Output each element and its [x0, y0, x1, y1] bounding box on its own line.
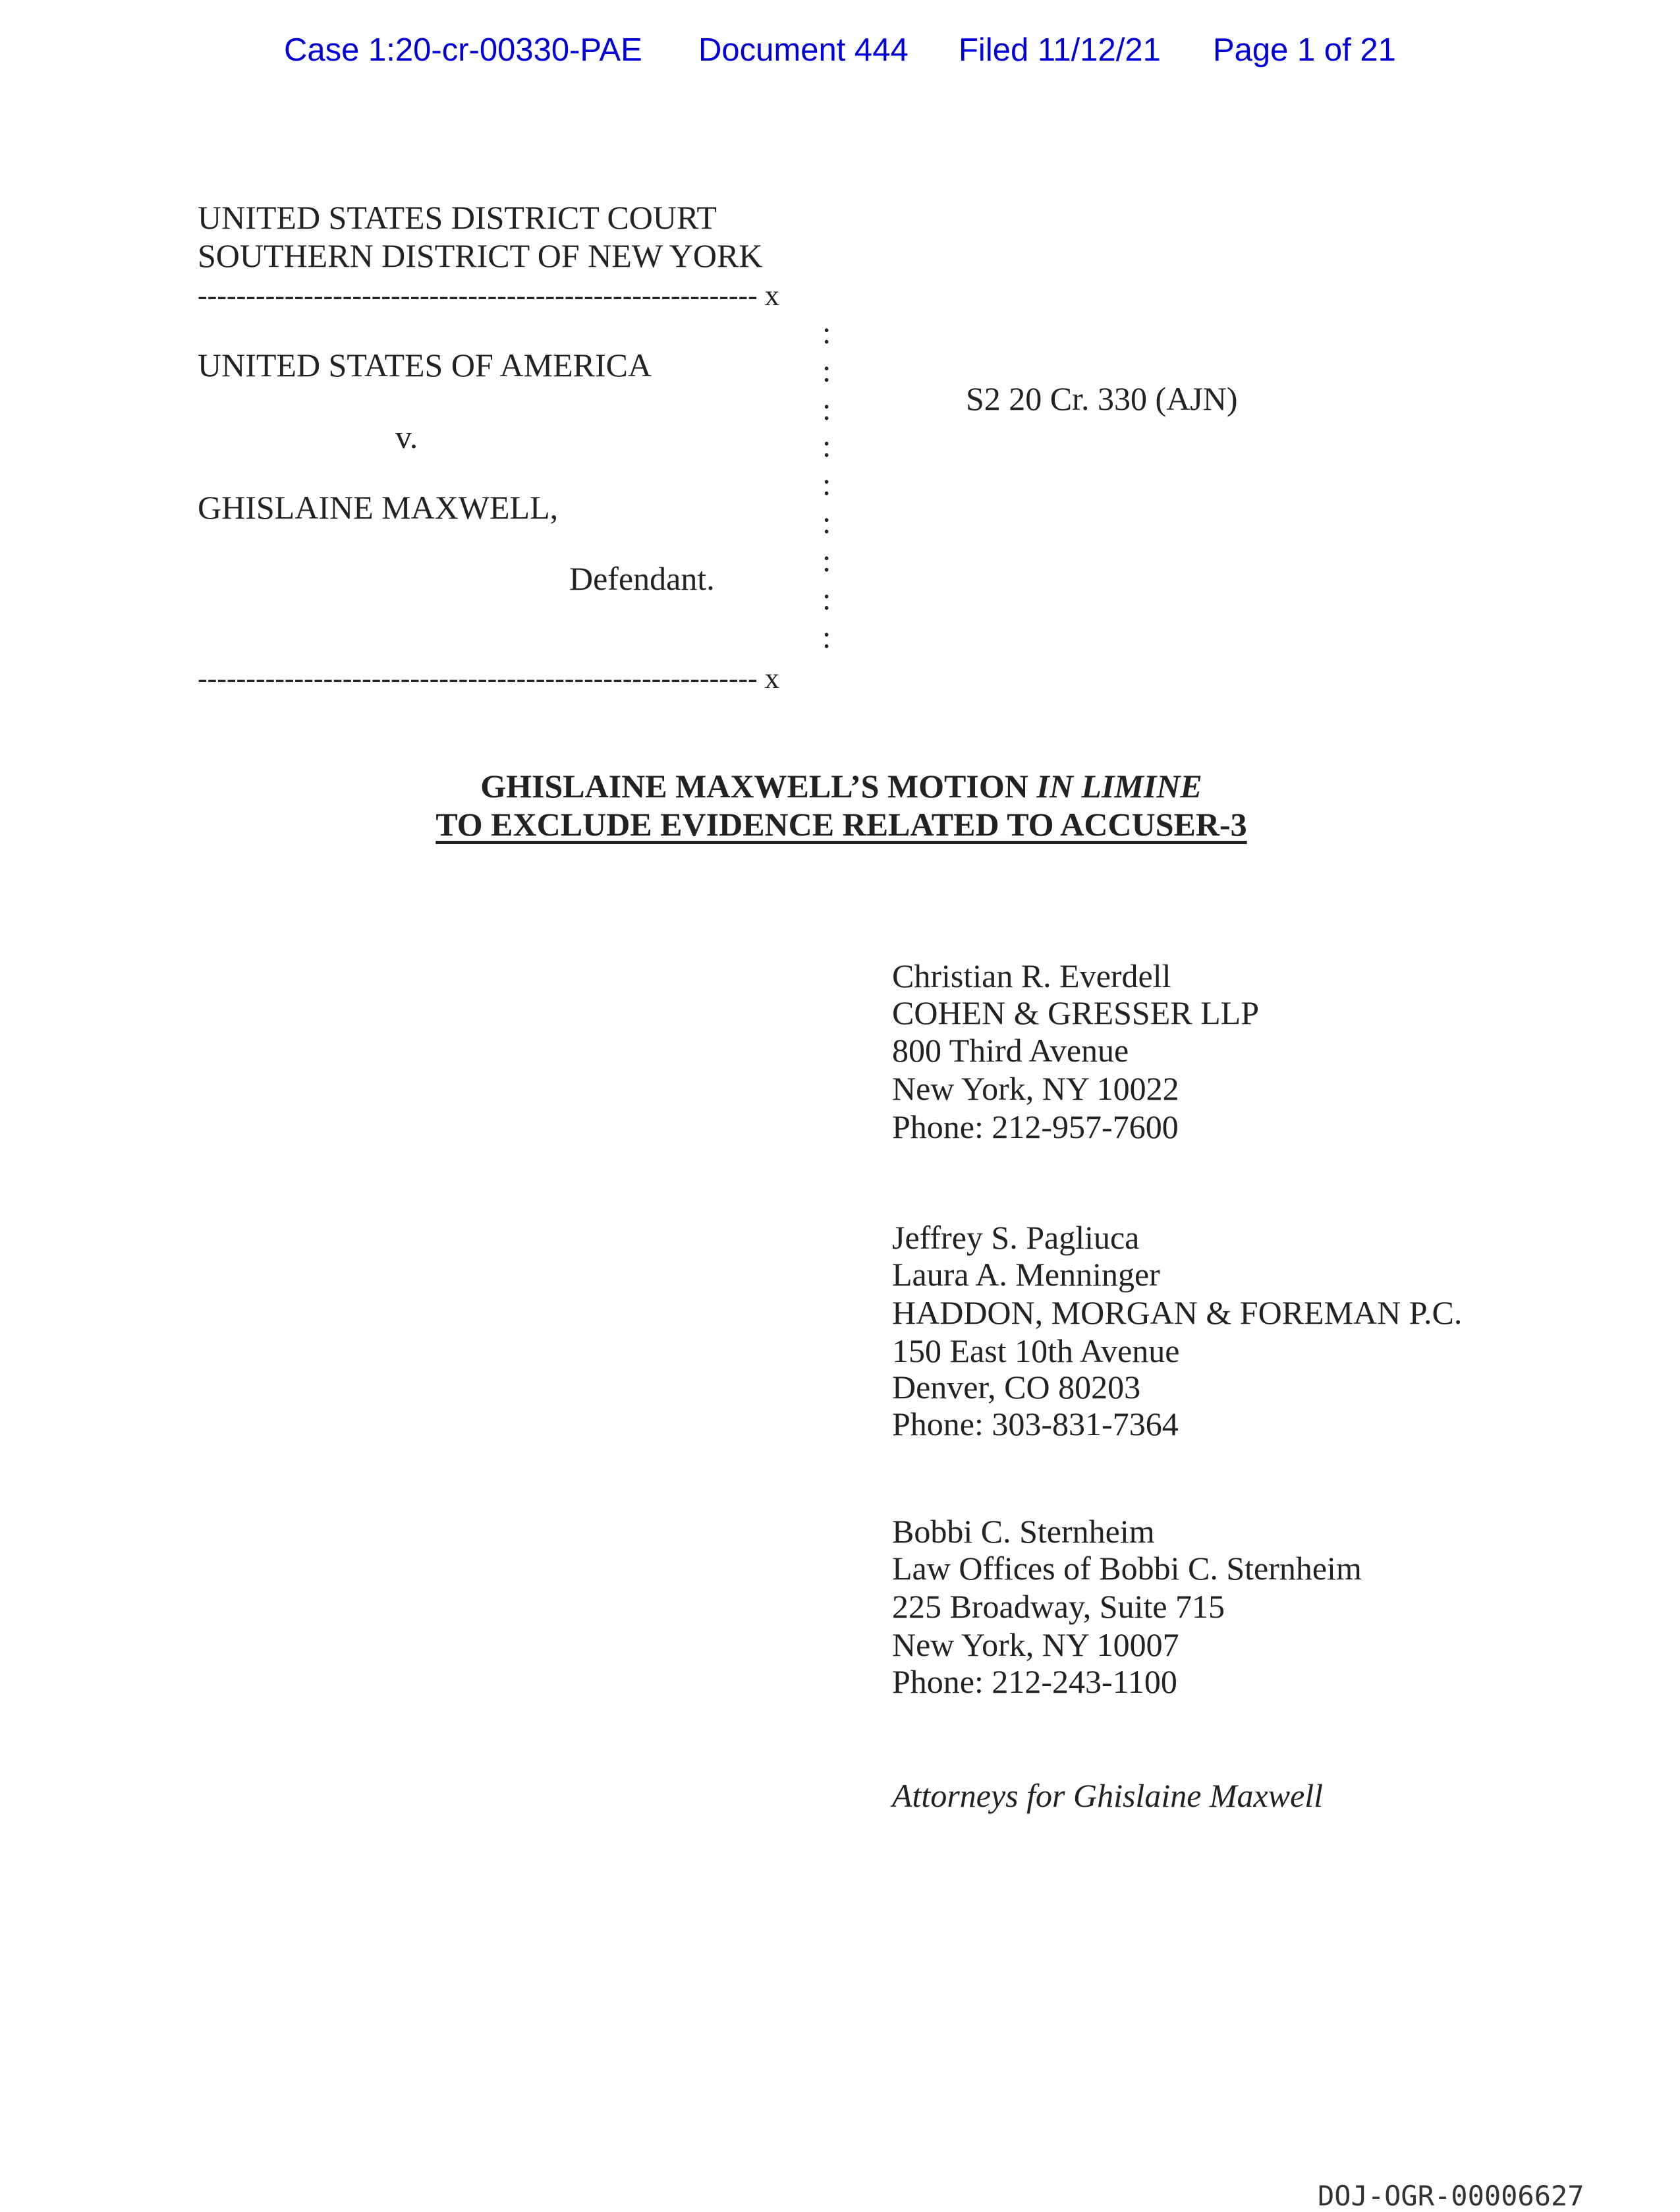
caption-colon: : — [822, 467, 831, 502]
attorney-line: HADDON, MORGAN & FOREMAN P.C. — [892, 1294, 1463, 1331]
motion-title-text: GHISLAINE MAXWELL’S MOTION — [480, 768, 1037, 805]
caption-colon: : — [822, 582, 831, 617]
attorney-line: Phone: 303-831-7364 — [892, 1405, 1179, 1442]
caption-colon: : — [822, 620, 831, 655]
caption-divider-top: ---------------------------------------------------------- x — [198, 279, 779, 312]
versus-label: v. — [395, 418, 418, 455]
caption-divider-bottom: ---------------------------------------------------------- x — [198, 662, 779, 695]
caption-colon: : — [822, 429, 831, 464]
attorney-line: Christian R. Everdell — [892, 957, 1171, 994]
plaintiff-name: UNITED STATES OF AMERICA — [198, 347, 652, 383]
caption-colon: : — [822, 505, 831, 540]
attorney-line: Phone: 212-243-1100 — [892, 1663, 1177, 1700]
header-page-count: Page 1 of 21 — [1213, 32, 1396, 68]
motion-title-line1 — [0, 767, 1680, 805]
motion-title-underlined: TO EXCLUDE EVIDENCE RELATED TO ACCUSER-3 — [435, 806, 1247, 843]
caption-colon: : — [822, 544, 831, 579]
header-case-number: Case 1:20-cr-00330-PAE — [284, 32, 642, 68]
court-name-line1: UNITED STATES DISTRICT COURT — [198, 199, 717, 236]
caption-colon: : — [822, 392, 831, 427]
attorney-line: New York, NY 10007 — [892, 1626, 1179, 1663]
attorney-line: Phone: 212-957-7600 — [892, 1108, 1179, 1145]
header-filed-date: Filed 11/12/21 — [959, 32, 1161, 68]
motion-title-line2 — [0, 805, 1680, 843]
defendant-name: GHISLAINE MAXWELL, — [198, 489, 559, 526]
motion-title-italic: IN LIMINE — [1036, 768, 1202, 805]
attorney-line: COHEN & GRESSER LLP — [892, 994, 1260, 1031]
attorney-line: Jeffrey S. Pagliuca — [892, 1219, 1140, 1256]
attorney-line: 150 East 10th Avenue — [892, 1332, 1180, 1369]
attorney-line: Bobbi C. Sternheim — [892, 1513, 1155, 1550]
caption-colon: : — [822, 354, 831, 389]
attorney-line: 800 Third Avenue — [892, 1032, 1129, 1069]
attorney-line: 225 Broadway, Suite 715 — [892, 1588, 1225, 1625]
court-name-line2: SOUTHERN DISTRICT OF NEW YORK — [198, 237, 763, 274]
attorney-line: Denver, CO 80203 — [892, 1369, 1141, 1405]
defendant-label: Defendant. — [569, 560, 715, 597]
bates-number: DOJ-OGR-00006627 — [1318, 2180, 1584, 2212]
attorney-line: Laura A. Menninger — [892, 1256, 1160, 1293]
attorneys-for-label: Attorneys for Ghislaine Maxwell — [892, 1777, 1324, 1814]
attorney-line: New York, NY 10022 — [892, 1070, 1179, 1107]
header-document-number: Document 444 — [698, 32, 909, 68]
caption-colon: : — [822, 316, 831, 351]
case-number: S2 20 Cr. 330 (AJN) — [966, 380, 1238, 417]
attorney-line: Law Offices of Bobbi C. Sternheim — [892, 1550, 1362, 1587]
